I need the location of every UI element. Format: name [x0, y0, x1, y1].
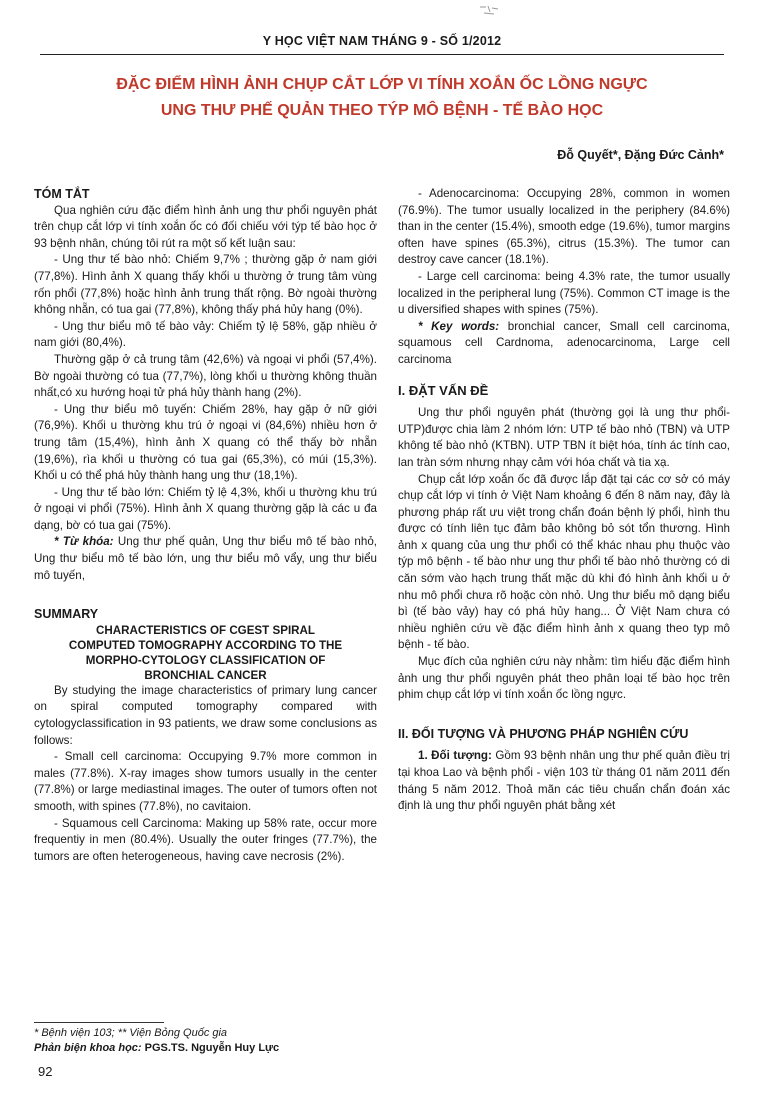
- scan-artifact-mark: [478, 4, 500, 18]
- heading-summary: SUMMARY: [34, 607, 99, 622]
- tomtat-large-cell: - Ung thư tế bào lớn: Chiếm tỷ lệ 4,3%, khối u thường khu trú ở ngoại vi phổi (75%). Hình ảnh X quang thường gặp là các u đa dạng, bờ có tua gai (75%).: [34, 485, 377, 532]
- left-column: [34, 186, 377, 865]
- footnotes: [34, 1026, 394, 1056]
- tomtat-squamous-detail: Thường gặp ở cả trung tâm (42,6%) và ngoại vi phổi (57,4%). Bờ ngoài thường có tua (77,7%), lòng khối u thường không thuần nhất,có xu hướng hoại tử phá hủy thành hang (2%).: [34, 352, 377, 400]
- journal-header: Y HỌC VIỆT NAM THÁNG 9 - SỐ 1/2012: [262, 34, 502, 48]
- authors: Đỗ Quyết*, Đặng Đức Cảnh*: [557, 148, 724, 162]
- spacer: [398, 704, 730, 726]
- summary-title-line-3: MORPHO-CYTOLOGY CLASSIFICATION OF: [85, 653, 326, 667]
- intro-paragraph-1: Ung thư phổi nguyên phát (thường gọi là ung thư phổi- UTP)được chia làm 2 nhóm lớn: UTP tế bào nhỏ (TBN) và UTP không tế bào nhỏ (KTBN). UTP TBN ít biệt hóa, tính ác tính cao, lan tràn sớm nhưng nhạy cảm với hóa chất và tia xạ.: [398, 406, 730, 469]
- tomtat-small-cell: - Ung thư tế bào nhỏ: Chiếm 9,7% ; thường gặp ở nam giới (77,8%). Hình ảnh X quang thấy khối u thường ở trung tâm vùng rốn phổi (77,8%) hoặc hình ảnh trung thất rộng. Bờ ngoài thường không nhẵn, có tua gai (77,8%), không thấy phá hủy hang (0%).: [34, 253, 377, 317]
- intro-paragraph-2: Chụp cắt lớp xoắn ốc đã được lắp đặt tại các cơ sở có máy chụp cắt lớp vi tính ở Việt Nam khoảng 6 đến 8 năm nay, đây là phương pháp rất ưu việt trong chẩn đoán bệnh lý phổi, hình thu được có tính liên tục đảm bảo không bỏ sót tổn thương. Hình ảnh x quang của ung thư phổi có thể khác nhau phụ thuộc vào týp mô bệnh - tế bào như ung thư phổi tế bào nhỏ thường có di căn sớm vào hạch trung thất mặc dù khi đó hình ảnh khối u ở nhu mô phổi chưa rõ hoặc còn nhỏ. Ung thư biểu mô dạng biểu bì (tế bào vảy) hay có phá hủy hang... Ở Việt Nam chưa có nhiều nghiên cứu về đặc điểm hình ảnh x quang theo typ mô bệnh - tế bào.: [398, 472, 730, 652]
- summary-intro: By studying the image characteristics of primary lung cancer on spiral computed tomography compared with cytologyclassification in 93 patients, we draw some conclusions as follows:: [34, 683, 377, 747]
- keywords-text: bronchial cancer, Small cell carcinoma, squamous cell Cardnoma, adenocarcinoma, Large cell carcinoma: [398, 319, 730, 366]
- summary-title: [34, 623, 377, 683]
- tomtat-keywords: [34, 534, 377, 584]
- title-line-1: ĐẶC ĐIỂM HÌNH ẢNH CHỤP CẮT LỚP VI TÍNH XOẮN ỐC LỒNG NGỰC: [116, 76, 648, 93]
- footnote-reviewer: [34, 1041, 394, 1056]
- methods-paragraph: [398, 748, 730, 814]
- spacer: [398, 369, 730, 383]
- footnote-rule: [34, 1022, 164, 1023]
- reviewer-name: PGS.TS. Nguyễn Huy Lực: [141, 1042, 280, 1054]
- keywords-label: * Key words:: [418, 319, 500, 333]
- spacer: [34, 584, 377, 606]
- intro-paragraph-3: Mục đích của nghiên cứu này nhằm: tìm hiểu đặc điểm hình ảnh ung thư phổi nguyên phát theo phân loại tế bào học trên phim chụp cắt lớp vi tính xoắn ốc lồng ngực.: [398, 655, 730, 702]
- tukhoa-text: Ung thư phế quản, Ung thư biểu mô tế bào nhỏ, Ung thư biểu mô tế bào lớn, ung thư biểu mô vẩy, ung thư biểu mô tuyến,: [34, 535, 378, 582]
- tukhoa-label: * Từ khóa:: [54, 535, 114, 549]
- tomtat-intro: Qua nghiên cứu đặc điểm hình ảnh ung thư phổi nguyên phát trên chụp cắt lớp vi tính xoắn ốc có đối chiếu với týp tế bào học ở 93 bệnh nhân, chúng tôi rút ra một số kết luận sau:: [34, 203, 377, 250]
- footnote-affiliation: * Bệnh viện 103; ** Viện Bỏng Quốc gia: [34, 1027, 228, 1039]
- summary-title-line-1: CHARACTERISTICS OF CGEST SPIRAL: [95, 623, 315, 637]
- article-title: [40, 72, 724, 124]
- methods-label: 1. Đối tượng:: [418, 749, 492, 763]
- methods-text: Gồm 93 bệnh nhân ung thư phế quản điều trị tại khoa Lao và bệnh phổi - viện 103 từ tháng 01 năm 2011 đến tháng 5 năm 2012. Thoả mãn các tiêu chuẩn chẩn đoán xác định là ung thư phổi nguyên phát bằng xét: [398, 749, 730, 813]
- heading-methods: II. ĐỐI TƯỢNG VÀ PHƯƠNG PHÁP NGHIÊN CỨU: [398, 726, 689, 741]
- summary-title-line-4: BRONCHIAL CANCER: [144, 668, 267, 682]
- tomtat-adeno: - Ung thư biểu mô tuyến: Chiếm 28%, hay gặp ở nữ giới (76,9%). Khối u thường khu trú ở ngoại vi (84,6%) nhiều hơn ở trung tâm (15,4%), hình ảnh X quang có thể thấy bờ nhẵn (19,6%), rìa khối u thường có tua gai (65,3%), có múi (15,3%). Khối u có thể phá hủy thành hang ung thư (18,1%).: [34, 402, 377, 483]
- summary-keywords: [398, 319, 730, 369]
- header-rule: [40, 54, 724, 55]
- summary-large-cell: - Large cell carcinoma: being 4.3% rate, the tumor usually localized in the peripheral lung (75%). Common CT image is the u diversified shapes with spines (75%).: [398, 269, 730, 317]
- summary-squamous: - Squamous cell Carcinoma: Making up 58% rate, occur more frequentiy in men (80.4%). Usually the outer fringes (77.7%), the tumors are often heterogeneous, having cave necrosis (2%).: [34, 816, 377, 863]
- reviewer-label: Phản biện khoa học:: [34, 1042, 142, 1054]
- tomtat-squamous: - Ung thư biểu mô tế bào vảy: Chiếm tỷ lệ 58%, gặp nhiều ở nam giới (80,4%).: [34, 319, 377, 350]
- heading-tomtat: TÓM TẮT: [34, 187, 90, 201]
- summary-title-line-2: COMPUTED TOMOGRAPHY ACCORDING TO THE: [68, 638, 343, 652]
- summary-adeno: - Adenocarcinoma: Occupying 28%, common in women (76.9%). The tumor usually localized in the periphery (84.6%) than in the center (15.4%), smooth edge (19.6%), tumor margins often have spines (65.3%), citrus (15.3%). The tumor can destroy cave cancer (18.1%).: [398, 187, 730, 267]
- page-number: 92: [38, 1064, 53, 1079]
- right-column: [398, 186, 730, 815]
- title-line-2: UNG THƯ PHẾ QUẢN THEO TÝP MÔ BỆNH - TẾ BÀO HỌC: [160, 102, 604, 119]
- heading-introduction: I. ĐẶT VẤN ĐỀ: [398, 382, 489, 398]
- summary-small-cell: - Small cell carcinoma: Occupying 9.7% more common in males (77.8%). X-ray images show tumors usually in the center (77.8%) or large mediastinal images. The outer of tumors often not smooth, with spines (77.8%), no cavitaion.: [34, 750, 377, 813]
